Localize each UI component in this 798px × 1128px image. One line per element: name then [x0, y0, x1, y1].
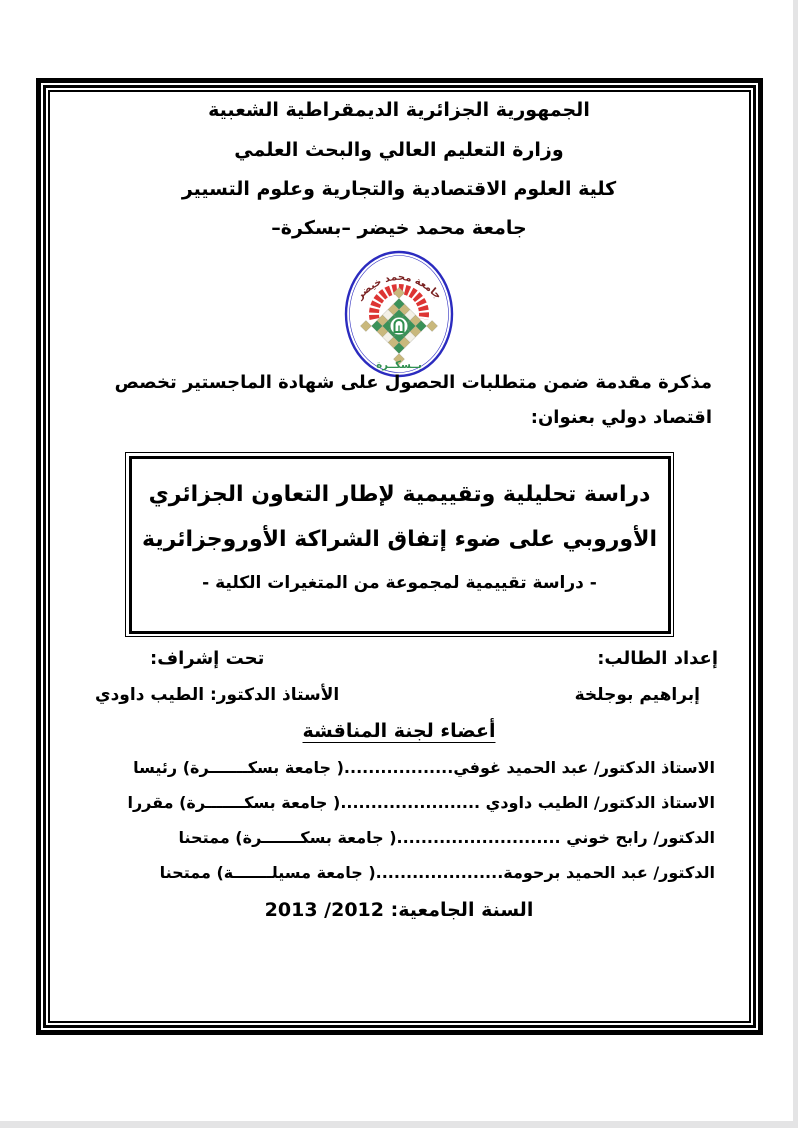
- student-name: إبراهيم بوجلخة: [574, 685, 700, 705]
- logo-bottom-text: بــسكــرة: [376, 360, 422, 371]
- committee-heading: أعضاء لجنة المناقشة: [302, 720, 496, 742]
- intro-line-1: مذكرة مقدمة ضمن متطلبات الحصول على شهادة الماجستير تخصص: [114, 372, 712, 393]
- header-republic-line: الجمهورية الجزائرية الديمقراطية الشعبية: [208, 99, 590, 121]
- viewer-bottom-edge: [0, 1121, 798, 1128]
- header-university-line: جامعة محمد خيضر –بسكرة–: [271, 217, 527, 239]
- intro-line-2: اقتصاد دولي بعنوان:: [530, 407, 712, 428]
- committee-member-row: الدكتور/ رابح خوني ...........................( جامعة بسكـــــــرة) ممتحنا: [178, 828, 715, 847]
- thesis-title-box-inner: [129, 456, 671, 634]
- thesis-title-line-1: دراسة تحليلية وتقييمية لإطار التعاون الجزائري: [148, 481, 651, 507]
- logo-top-text: جامعة محمد خيضر: [354, 271, 444, 302]
- committee-member-row: الاستاذ الدكتور/ عبد الحميد غوفي..................( جامعة بسكـــــــرة) رئيسا: [133, 758, 715, 777]
- committee-member-row: الدكتور/ عبد الحميد برحومة.....................( جامعة مسيلـــــــة) ممتحنا: [159, 863, 715, 882]
- prepared-by-label: إعداد الطالب:: [597, 648, 718, 669]
- header-faculty-line: كلية العلوم الاقتصادية والتجارية وعلوم التسيير: [181, 178, 617, 200]
- supervisor-name: الأستاذ الدكتور: الطيب داودي: [95, 685, 340, 705]
- supervision-label: تحت إشراف:: [150, 648, 265, 669]
- thesis-title-box: [125, 452, 674, 637]
- thesis-title-line-2: الأوروبي على ضوء إتفاق الشراكة الأوروجزائرية: [142, 526, 658, 552]
- thesis-subtitle: - دراسة تقييمية لمجموعة من المتغيرات الكلية -: [202, 572, 597, 593]
- committee-member-row: الاستاذ الدكتور/ الطيب داودي .......................( جامعة بسكـــــــرة) مقررا: [127, 793, 715, 812]
- academic-year: السنة الجامعية: 2012/ 2013: [264, 899, 534, 921]
- university-logo-emblem: [343, 249, 455, 379]
- header-ministry-line: وزارة التعليم العالي والبحث العلمي: [234, 139, 564, 161]
- viewer-right-edge: [793, 0, 798, 1128]
- university-logo: [343, 249, 455, 379]
